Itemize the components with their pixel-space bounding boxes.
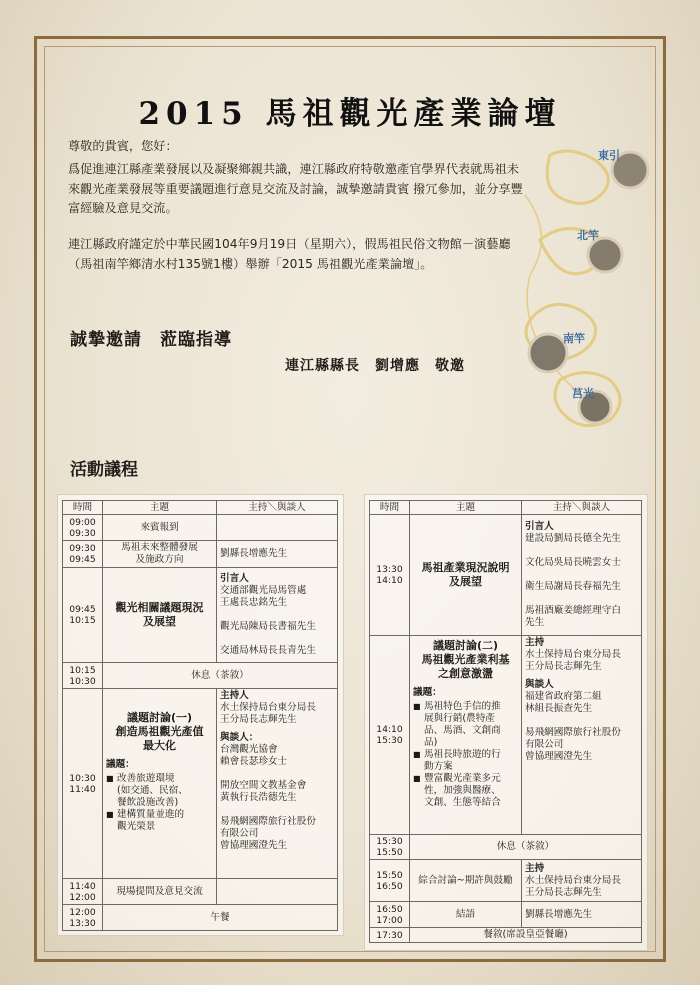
- header-topic: 主題: [103, 501, 217, 515]
- row-time: 12:00 13:30: [63, 905, 103, 931]
- page-title: 2015 馬祖觀光產業論壇: [138, 96, 562, 132]
- agenda-heading: 活動議程: [70, 460, 138, 480]
- panel-names: 台灣觀光協會 賴會長瑟珍女士 開放空間文教基金會 黃執行長浩德先生 易飛網國際旅行社股份 有限公司 曾協理國澄先生: [220, 744, 316, 851]
- table-row: [63, 568, 338, 663]
- map-label-nangan: 南竿: [563, 332, 585, 345]
- row-host-cell: [217, 568, 338, 663]
- row-topic: 馬祖未來整體發展 及施政方向: [103, 541, 217, 568]
- topic-subheading: 議題：: [413, 687, 442, 698]
- row-time: 10:15 10:30: [63, 663, 103, 689]
- topic-title: 議題討論(二) 馬祖觀光產業利基 之創意激盪: [421, 639, 510, 680]
- table-row: [370, 835, 642, 860]
- map-label-beigan: 北竿: [577, 229, 599, 242]
- row-time: 14:10 15:30: [370, 636, 410, 835]
- row-topic: 綜合討論~期許與鼓勵: [410, 860, 522, 902]
- row-host-cell: [522, 636, 642, 835]
- row-topic: 休息（茶敘）: [410, 835, 642, 860]
- list-item: ■ 改善旅遊環境 (如交通、民宿、 餐飲設施改善): [117, 773, 213, 809]
- chair-title: 主持人: [220, 690, 249, 701]
- intro-paragraph: 爲促進連江縣產業發展以及凝聚鄉親共識，連江縣政府特敬邀產官學界代表就馬祖未來觀光產業發展等重要議題進行意見交流及討論，誠摯邀請貴賓 撥冗參加，並分享豐富經驗及意見交流。: [68, 162, 523, 215]
- row-topic: 馬祖產業現況說明 及展望: [410, 515, 522, 636]
- table-row: [63, 515, 338, 541]
- topic-bullets: [106, 773, 213, 833]
- greeting: 尊敬的貴賓，您好：: [68, 139, 178, 153]
- map-label-juguang: 莒光: [572, 387, 594, 400]
- host-title: 主持: [525, 862, 545, 874]
- table-header-row: [370, 501, 642, 515]
- list-item: ■ 豐富觀光產業多元 性，加強與醫療、 文創、生態等結合: [424, 773, 518, 809]
- invitation-line: 誠摯邀請 蒞臨指導: [70, 330, 232, 350]
- host-names: 交通部觀光局馬管處 王處長忠銘先生 觀光局陳局長書福先生 交通局林局長長青先生: [220, 585, 316, 656]
- table-row: [370, 515, 642, 636]
- row-topic: 休息（茶敘）: [103, 663, 338, 689]
- table-row: [370, 928, 642, 943]
- header-host: 主持＼與談人: [522, 501, 642, 515]
- agenda-table-afternoon: [369, 500, 642, 943]
- row-topic-cell: [410, 636, 522, 835]
- row-time: 09:00 09:30: [63, 515, 103, 541]
- list-item: ■ 建構質量並進的 觀光榮景: [117, 809, 213, 833]
- row-time: 17:30: [370, 928, 410, 943]
- host-title: 引言人: [220, 573, 249, 584]
- table-row: [63, 663, 338, 689]
- host-names: 水土保持局台東分局長 王分局長志輝先生: [525, 874, 621, 898]
- row-host-cell: [217, 689, 338, 879]
- table-header-row: [63, 501, 338, 515]
- topic-title: 議題討論(一) 創造馬祖觀光產值 最大化: [115, 711, 204, 752]
- row-time: 16:50 17:00: [370, 902, 410, 928]
- chair-names: 水土保持局台東分局長 王分局長志輝先生: [525, 649, 621, 672]
- row-time: 09:30 09:45: [63, 541, 103, 568]
- chair-names: 水土保持局台東分局長 王分局長志輝先生: [220, 702, 316, 725]
- panel-names: 福建省政府第二組 林組長振查先生 易飛網國際旅行社股份 有限公司 曾協理國澄先生: [525, 691, 621, 762]
- table-row: [63, 879, 338, 905]
- host-names: 建設局劉局長德全先生 文化局吳局長曉雲女士 衛生局謝局長春福先生 馬祖酒廠姜總經理守白 先生: [525, 533, 621, 628]
- host-title: 引言人: [525, 521, 554, 532]
- event-paragraph: 連江縣政府謹定於中華民國104年9月19日（星期六），假馬祖民俗文物館－演藝廳（馬祖南竿鄉清水村135號1樓）舉辦「2015 馬祖觀光產業論壇」。: [68, 237, 511, 271]
- row-topic: 現場提問及意見交流: [103, 879, 217, 905]
- row-host: 劉縣長增應先生: [217, 541, 338, 568]
- topic-bullets: [413, 701, 518, 809]
- row-host: [217, 879, 338, 905]
- map-label-dongyin: 東引: [598, 149, 620, 162]
- row-host-cell: [522, 860, 642, 902]
- chair-title: 主持: [525, 637, 545, 648]
- matsu-map-illustration: [520, 135, 655, 445]
- row-time: 11:40 12:00: [63, 879, 103, 905]
- row-time: 10:30 11:40: [63, 689, 103, 879]
- row-time: 09:45 10:15: [63, 568, 103, 663]
- table-row: [63, 541, 338, 568]
- row-topic: 觀光相關議題現況 及展望: [103, 568, 217, 663]
- row-host: 劉縣長增應先生: [522, 902, 642, 928]
- table-row: [370, 636, 642, 835]
- header-time: 時間: [63, 501, 103, 515]
- row-topic: 午餐: [103, 905, 338, 931]
- list-item: ■ 馬祖特色手信的推 展與行銷(農特產 品、馬酒、文創商 品): [424, 701, 518, 749]
- topic-subheading: 議題：: [106, 759, 135, 770]
- header-topic: 主題: [410, 501, 522, 515]
- row-host: [217, 515, 338, 541]
- panel-title: 與談人：: [220, 732, 259, 743]
- row-time: 13:30 14:10: [370, 515, 410, 636]
- row-topic: 結語: [410, 902, 522, 928]
- row-time: 15:50 16:50: [370, 860, 410, 902]
- table-row: [63, 689, 338, 879]
- list-item: ■ 馬祖長時旅遊的行 動方案: [424, 749, 518, 773]
- row-time: 15:30 15:50: [370, 835, 410, 860]
- row-host-cell: [522, 515, 642, 636]
- table-row: [370, 860, 642, 902]
- signer-line: 連江縣縣長 劉增應 敬邀: [285, 358, 465, 374]
- row-topic-cell: [103, 689, 217, 879]
- table-row: [370, 902, 642, 928]
- row-topic: 來賓報到: [103, 515, 217, 541]
- table-row: [63, 905, 338, 931]
- header-time: 時間: [370, 501, 410, 515]
- agenda-table-morning: [62, 500, 338, 931]
- panel-title: 與談人: [525, 679, 554, 690]
- row-topic: 餐敘(席設皇亞餐廳): [410, 928, 642, 943]
- header-host: 主持＼與談人: [217, 501, 338, 515]
